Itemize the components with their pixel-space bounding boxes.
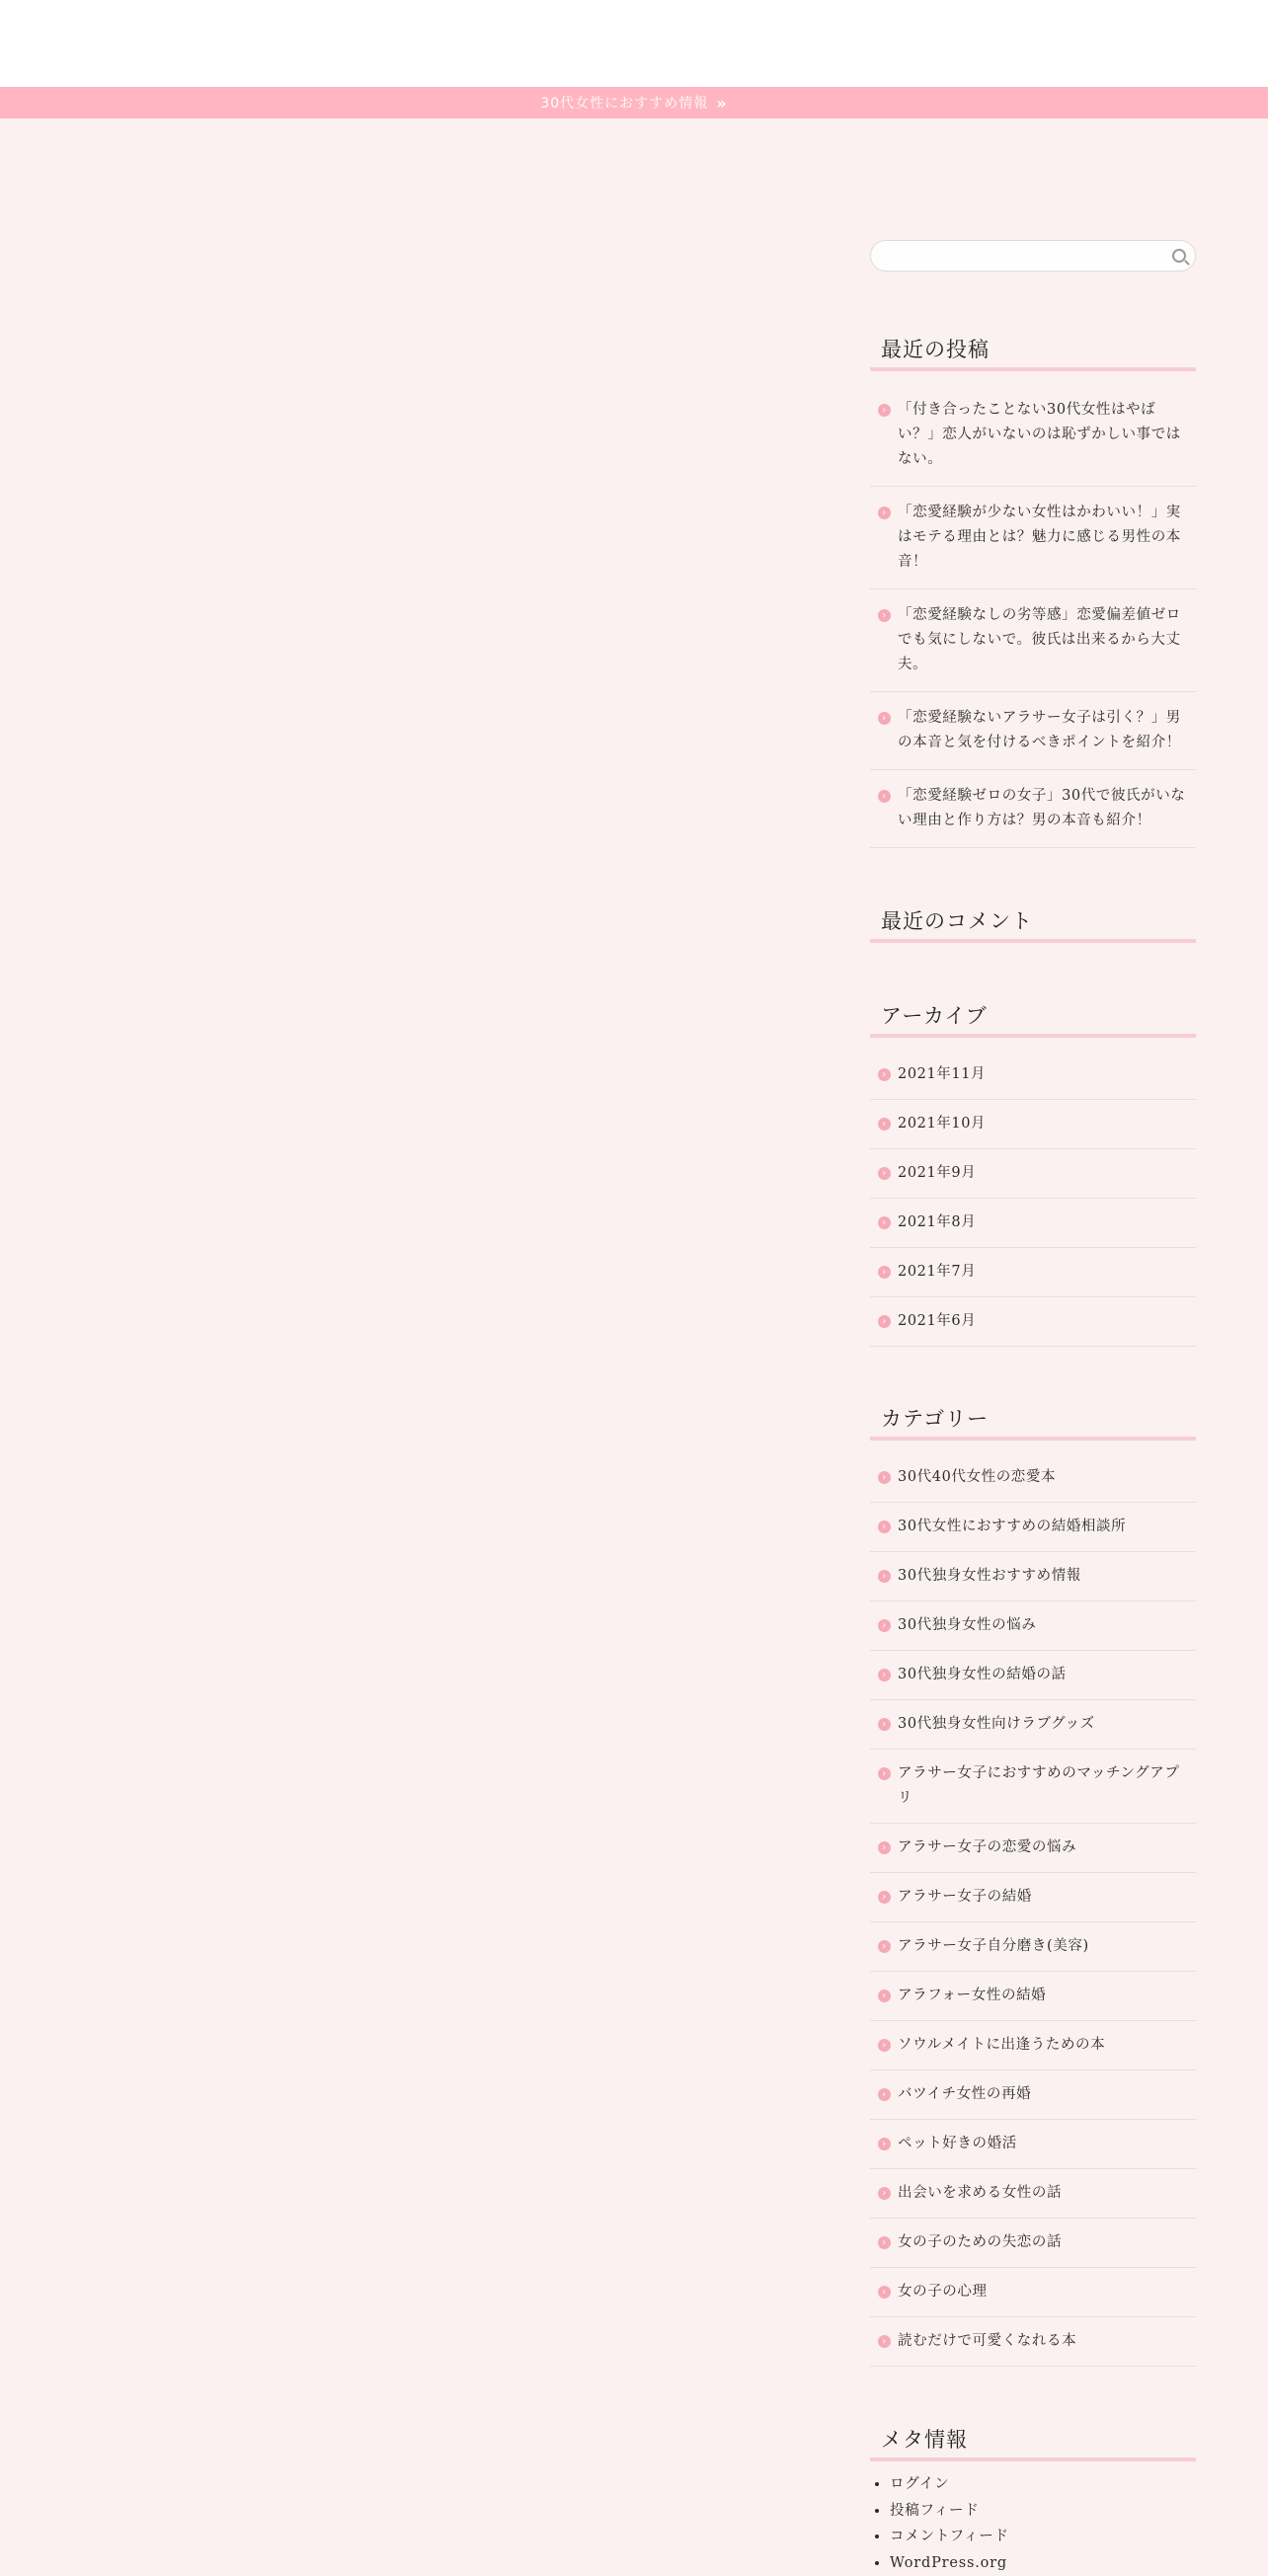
chevron-right-circle-icon: › bbox=[878, 1718, 891, 1731]
search-icon[interactable] bbox=[1172, 249, 1186, 263]
category-link-label[interactable]: アラサー女子の恋愛の悩み bbox=[898, 1839, 1076, 1855]
meta-link-label[interactable]: WordPress.org bbox=[890, 2555, 1007, 2571]
archive-link[interactable] bbox=[870, 1100, 1196, 1149]
category-link-label[interactable]: 出会いを求める女性の話 bbox=[898, 2185, 1062, 2201]
chevron-right-circle-icon: › bbox=[878, 609, 891, 622]
meta-link-label[interactable]: コメントフィード bbox=[890, 2529, 1009, 2544]
archive-link-label[interactable]: 2021年7月 bbox=[898, 1264, 976, 1280]
recent-posts-title: 最近の投稿 bbox=[870, 334, 1196, 371]
category-link-label[interactable]: 読むだけで可愛くなれる本 bbox=[898, 2333, 1076, 2349]
archives-list bbox=[870, 1051, 1196, 1347]
category-link-label[interactable]: 30代40代女性の恋愛本 bbox=[898, 1469, 1056, 1485]
category-link-label[interactable]: アラサー女子におすすめのマッチングアプリ bbox=[898, 1765, 1179, 1806]
category-link-label[interactable]: アラサー女子自分磨き(美容) bbox=[898, 1938, 1089, 1954]
chevron-right-circle-icon: › bbox=[878, 2286, 891, 2299]
category-link[interactable] bbox=[870, 1503, 1196, 1552]
recent-post-link-label[interactable]: 「恋愛経験ゼロの女子」30代で彼氏がいない理由と作り方は？男の本音も紹介！ bbox=[898, 788, 1185, 828]
chevron-right-circle-icon: › bbox=[878, 1619, 891, 1632]
category-link-label[interactable]: 女の子のための失恋の話 bbox=[898, 2234, 1062, 2250]
chevron-right-circle-icon: › bbox=[878, 790, 891, 803]
notice-bar[interactable] bbox=[0, 87, 1268, 118]
archives-widget bbox=[870, 1000, 1196, 1347]
chevron-right-circle-icon: › bbox=[878, 1068, 891, 1081]
category-link-label[interactable]: ペット好きの婚活 bbox=[898, 2136, 1017, 2151]
categories-widget bbox=[870, 1403, 1196, 2367]
category-link-label[interactable]: 30代独身女性向けラブグッズ bbox=[898, 1716, 1095, 1732]
category-link[interactable] bbox=[870, 2317, 1196, 2367]
archive-link[interactable] bbox=[870, 1199, 1196, 1248]
category-link-label[interactable]: ソウルメイトに出逢うための本 bbox=[898, 2037, 1105, 2053]
category-link-label[interactable]: 30代独身女性おすすめ情報 bbox=[898, 1568, 1081, 1584]
archive-link-label[interactable]: 2021年8月 bbox=[898, 1214, 976, 1230]
category-link[interactable] bbox=[870, 1972, 1196, 2021]
category-link[interactable] bbox=[870, 2120, 1196, 2169]
category-link-label[interactable]: 30代独身女性の結婚の話 bbox=[898, 1667, 1067, 1682]
recent-posts-widget bbox=[870, 334, 1196, 848]
chevron-right-circle-icon: › bbox=[878, 2088, 891, 2101]
chevron-right-circle-icon: › bbox=[878, 1521, 891, 1533]
chevron-right-circle-icon: › bbox=[878, 1767, 891, 1780]
recent-post-link[interactable] bbox=[870, 589, 1196, 692]
category-link[interactable] bbox=[870, 2070, 1196, 2120]
category-link[interactable] bbox=[870, 1601, 1196, 1651]
chevron-right-circle-icon: › bbox=[878, 1266, 891, 1279]
site-header bbox=[0, 0, 1268, 87]
recent-post-link-label[interactable]: 「恋愛経験ないアラサー女子は引く？」男の本音と気を付けるべきポイントを紹介！ bbox=[898, 710, 1181, 750]
category-link[interactable] bbox=[870, 1750, 1196, 1824]
meta-link-label[interactable]: 投稿フィード bbox=[890, 2503, 980, 2519]
meta-link[interactable] bbox=[890, 2524, 1196, 2550]
chevron-right-circle-icon: › bbox=[878, 712, 891, 725]
chevron-right-circle-icon: › bbox=[878, 2138, 891, 2150]
archive-link[interactable] bbox=[870, 1051, 1196, 1100]
chevron-right-circle-icon: › bbox=[878, 2187, 891, 2200]
archive-link-label[interactable]: 2021年6月 bbox=[898, 1313, 976, 1329]
meta-link[interactable] bbox=[890, 2471, 1196, 2498]
chevron-right-circle-icon: › bbox=[878, 1669, 891, 1681]
archive-link-label[interactable]: 2021年9月 bbox=[898, 1165, 976, 1181]
category-link[interactable] bbox=[870, 1873, 1196, 1922]
category-link-label[interactable]: 30代女性におすすめの結婚相談所 bbox=[898, 1519, 1126, 1534]
chevron-right-circle-icon: › bbox=[878, 1167, 891, 1180]
chevron-right-circle-icon: › bbox=[878, 1990, 891, 2002]
notice-bar-label[interactable]: 30代女性におすすめ情報 bbox=[540, 93, 708, 113]
archive-link[interactable] bbox=[870, 1297, 1196, 1347]
chevron-right-circle-icon: › bbox=[878, 1118, 891, 1131]
meta-list bbox=[870, 2471, 1196, 2576]
archive-link-label[interactable]: 2021年10月 bbox=[898, 1116, 986, 1132]
category-link-label[interactable]: バツイチ女性の再婚 bbox=[898, 2086, 1031, 2102]
category-link[interactable] bbox=[870, 1453, 1196, 1503]
recent-comments-widget bbox=[870, 905, 1196, 943]
chevron-right-circle-icon: › bbox=[878, 2039, 891, 2052]
meta-title: メタ情報 bbox=[870, 2424, 1196, 2461]
recent-post-link-label[interactable]: 「付き合ったことない30代女性はやばい？」恋人がいないのは恥ずかしい事ではない。 bbox=[898, 402, 1181, 467]
sidebar bbox=[870, 240, 1196, 2576]
category-link[interactable] bbox=[870, 1651, 1196, 1700]
category-link[interactable] bbox=[870, 2219, 1196, 2268]
recent-comments-title: 最近のコメント bbox=[870, 905, 1196, 943]
chevron-right-circle-icon: › bbox=[878, 507, 891, 519]
recent-post-link[interactable] bbox=[870, 692, 1196, 770]
chevron-right-circle-icon: › bbox=[878, 1216, 891, 1229]
chevron-right-circle-icon: › bbox=[878, 1891, 891, 1904]
archive-link[interactable] bbox=[870, 1248, 1196, 1297]
recent-post-link-label[interactable]: 「恋愛経験が少ない女性はかわいい！」実はモテる理由とは？魅力に感じる男性の本音！ bbox=[898, 505, 1181, 570]
archive-link-label[interactable]: 2021年11月 bbox=[898, 1066, 986, 1082]
chevron-right-circle-icon: › bbox=[878, 2236, 891, 2249]
meta-widget bbox=[870, 2424, 1196, 2576]
meta-link[interactable] bbox=[890, 2498, 1196, 2525]
categories-list bbox=[870, 1453, 1196, 2367]
recent-post-link-label[interactable]: 「恋愛経験なしの劣等感」恋愛偏差値ゼロでも気にしないで。彼氏は出来るから大丈夫。 bbox=[898, 607, 1181, 672]
categories-title: カテゴリー bbox=[870, 1403, 1196, 1441]
chevron-right-circle-icon: › bbox=[878, 1570, 891, 1583]
chevron-right-circle-icon: › bbox=[878, 1471, 891, 1484]
chevron-right-circle-icon: › bbox=[878, 1940, 891, 1953]
archive-link[interactable] bbox=[870, 1149, 1196, 1199]
recent-post-link[interactable] bbox=[870, 487, 1196, 589]
recent-posts-list bbox=[870, 384, 1196, 848]
category-link[interactable] bbox=[870, 1552, 1196, 1601]
search-input[interactable] bbox=[870, 240, 1196, 272]
category-link-label[interactable]: アラフォー女性の結婚 bbox=[898, 1988, 1046, 2003]
double-chevron-right-icon: » bbox=[716, 94, 727, 113]
archives-title: アーカイブ bbox=[870, 1000, 1196, 1038]
category-link[interactable] bbox=[870, 2021, 1196, 2070]
chevron-right-circle-icon: › bbox=[878, 1315, 891, 1328]
recent-post-link[interactable] bbox=[870, 770, 1196, 848]
category-link-label[interactable]: 女の子の心理 bbox=[898, 2284, 988, 2300]
category-link[interactable] bbox=[870, 1700, 1196, 1750]
chevron-right-circle-icon: › bbox=[878, 2335, 891, 2348]
chevron-right-circle-icon: › bbox=[878, 404, 891, 417]
category-link[interactable] bbox=[870, 2169, 1196, 2219]
meta-link[interactable] bbox=[890, 2550, 1196, 2576]
category-link[interactable] bbox=[870, 1824, 1196, 1873]
category-link[interactable] bbox=[870, 1922, 1196, 1972]
category-link-label[interactable]: アラサー女子の結婚 bbox=[898, 1889, 1032, 1905]
category-link[interactable] bbox=[870, 2268, 1196, 2317]
chevron-right-circle-icon: › bbox=[878, 1841, 891, 1854]
category-link-label[interactable]: 30代独身女性の悩み bbox=[898, 1617, 1036, 1633]
meta-link-label[interactable]: ログイン bbox=[890, 2476, 949, 2492]
recent-post-link[interactable] bbox=[870, 384, 1196, 487]
